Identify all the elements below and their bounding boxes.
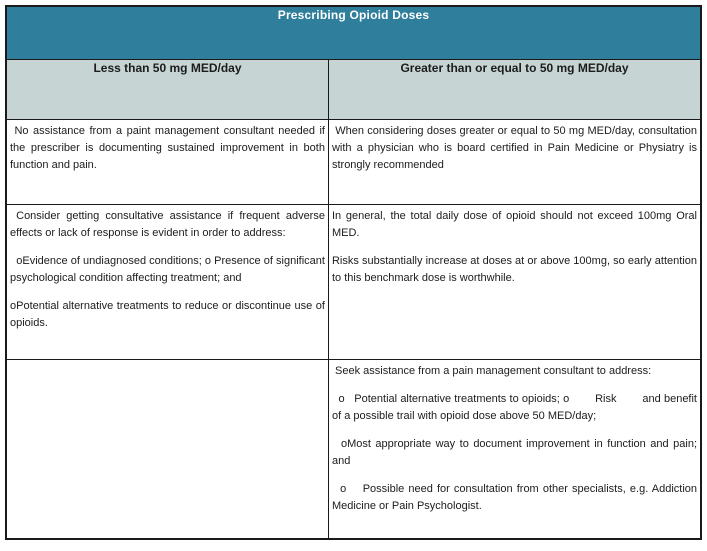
table-title: Prescribing Opioid Doses — [6, 6, 701, 59]
prescribing-opioid-doses-table — [5, 5, 702, 540]
paragraph: Consider getting consultative assistance if frequent adverse effects or lack of response is evident in order to address: — [10, 209, 325, 239]
paragraph: When considering doses greater or equal to 50 mg MED/day, consultation with a physician who is board certified in Pain Medicine or Physiatry is strongly recommended — [331, 124, 697, 171]
paragraph: oMost appropriate way to document improvement in function and pain; and — [331, 437, 697, 467]
table-row — [6, 204, 701, 359]
paragraph: oEvidence of undiagnosed conditions; o Presence of significant psychological condition affecting treatment; and — [10, 254, 325, 284]
cell-empty — [6, 359, 328, 539]
table-title-row — [6, 6, 701, 59]
paragraph: o Potential alternative treatments to opioids; o Risk and benefit of a possible trail with opioid dose above 50 MED/day; — [331, 392, 697, 422]
cell-consultation-recommended — [328, 119, 701, 204]
cell-seek-assistance — [328, 359, 701, 539]
paragraph: Risks substantially increase at doses at or above 100mg, so early attention to this benchmark dose is worthwhile. — [331, 254, 697, 284]
table-row — [6, 359, 701, 539]
paragraph: No assistance from a paint management consultant needed if the prescriber is documenting sustained improvement in both function and pain. — [10, 124, 325, 171]
cell-consultative-assistance — [6, 204, 328, 359]
cell-daily-dose-limit — [328, 204, 701, 359]
paragraph: Seek assistance from a pain management consultant to address: — [331, 364, 652, 377]
column-header-less-than-50: Less than 50 mg MED/day — [6, 59, 328, 119]
cell-no-consultant-needed — [6, 119, 328, 204]
paragraph: o Possible need for consultation from other specialists, e.g. Addiction Medicine or Pain Psychologist. — [331, 482, 697, 512]
column-header-greater-equal-50: Greater than or equal to 50 mg MED/day — [328, 59, 701, 119]
column-header-row — [6, 59, 701, 119]
paragraph: oPotential alternative treatments to reduce or discontinue use of opioids. — [10, 299, 325, 329]
table-row — [6, 119, 701, 204]
paragraph: In general, the total daily dose of opioid should not exceed 100mg Oral MED. — [331, 209, 697, 239]
